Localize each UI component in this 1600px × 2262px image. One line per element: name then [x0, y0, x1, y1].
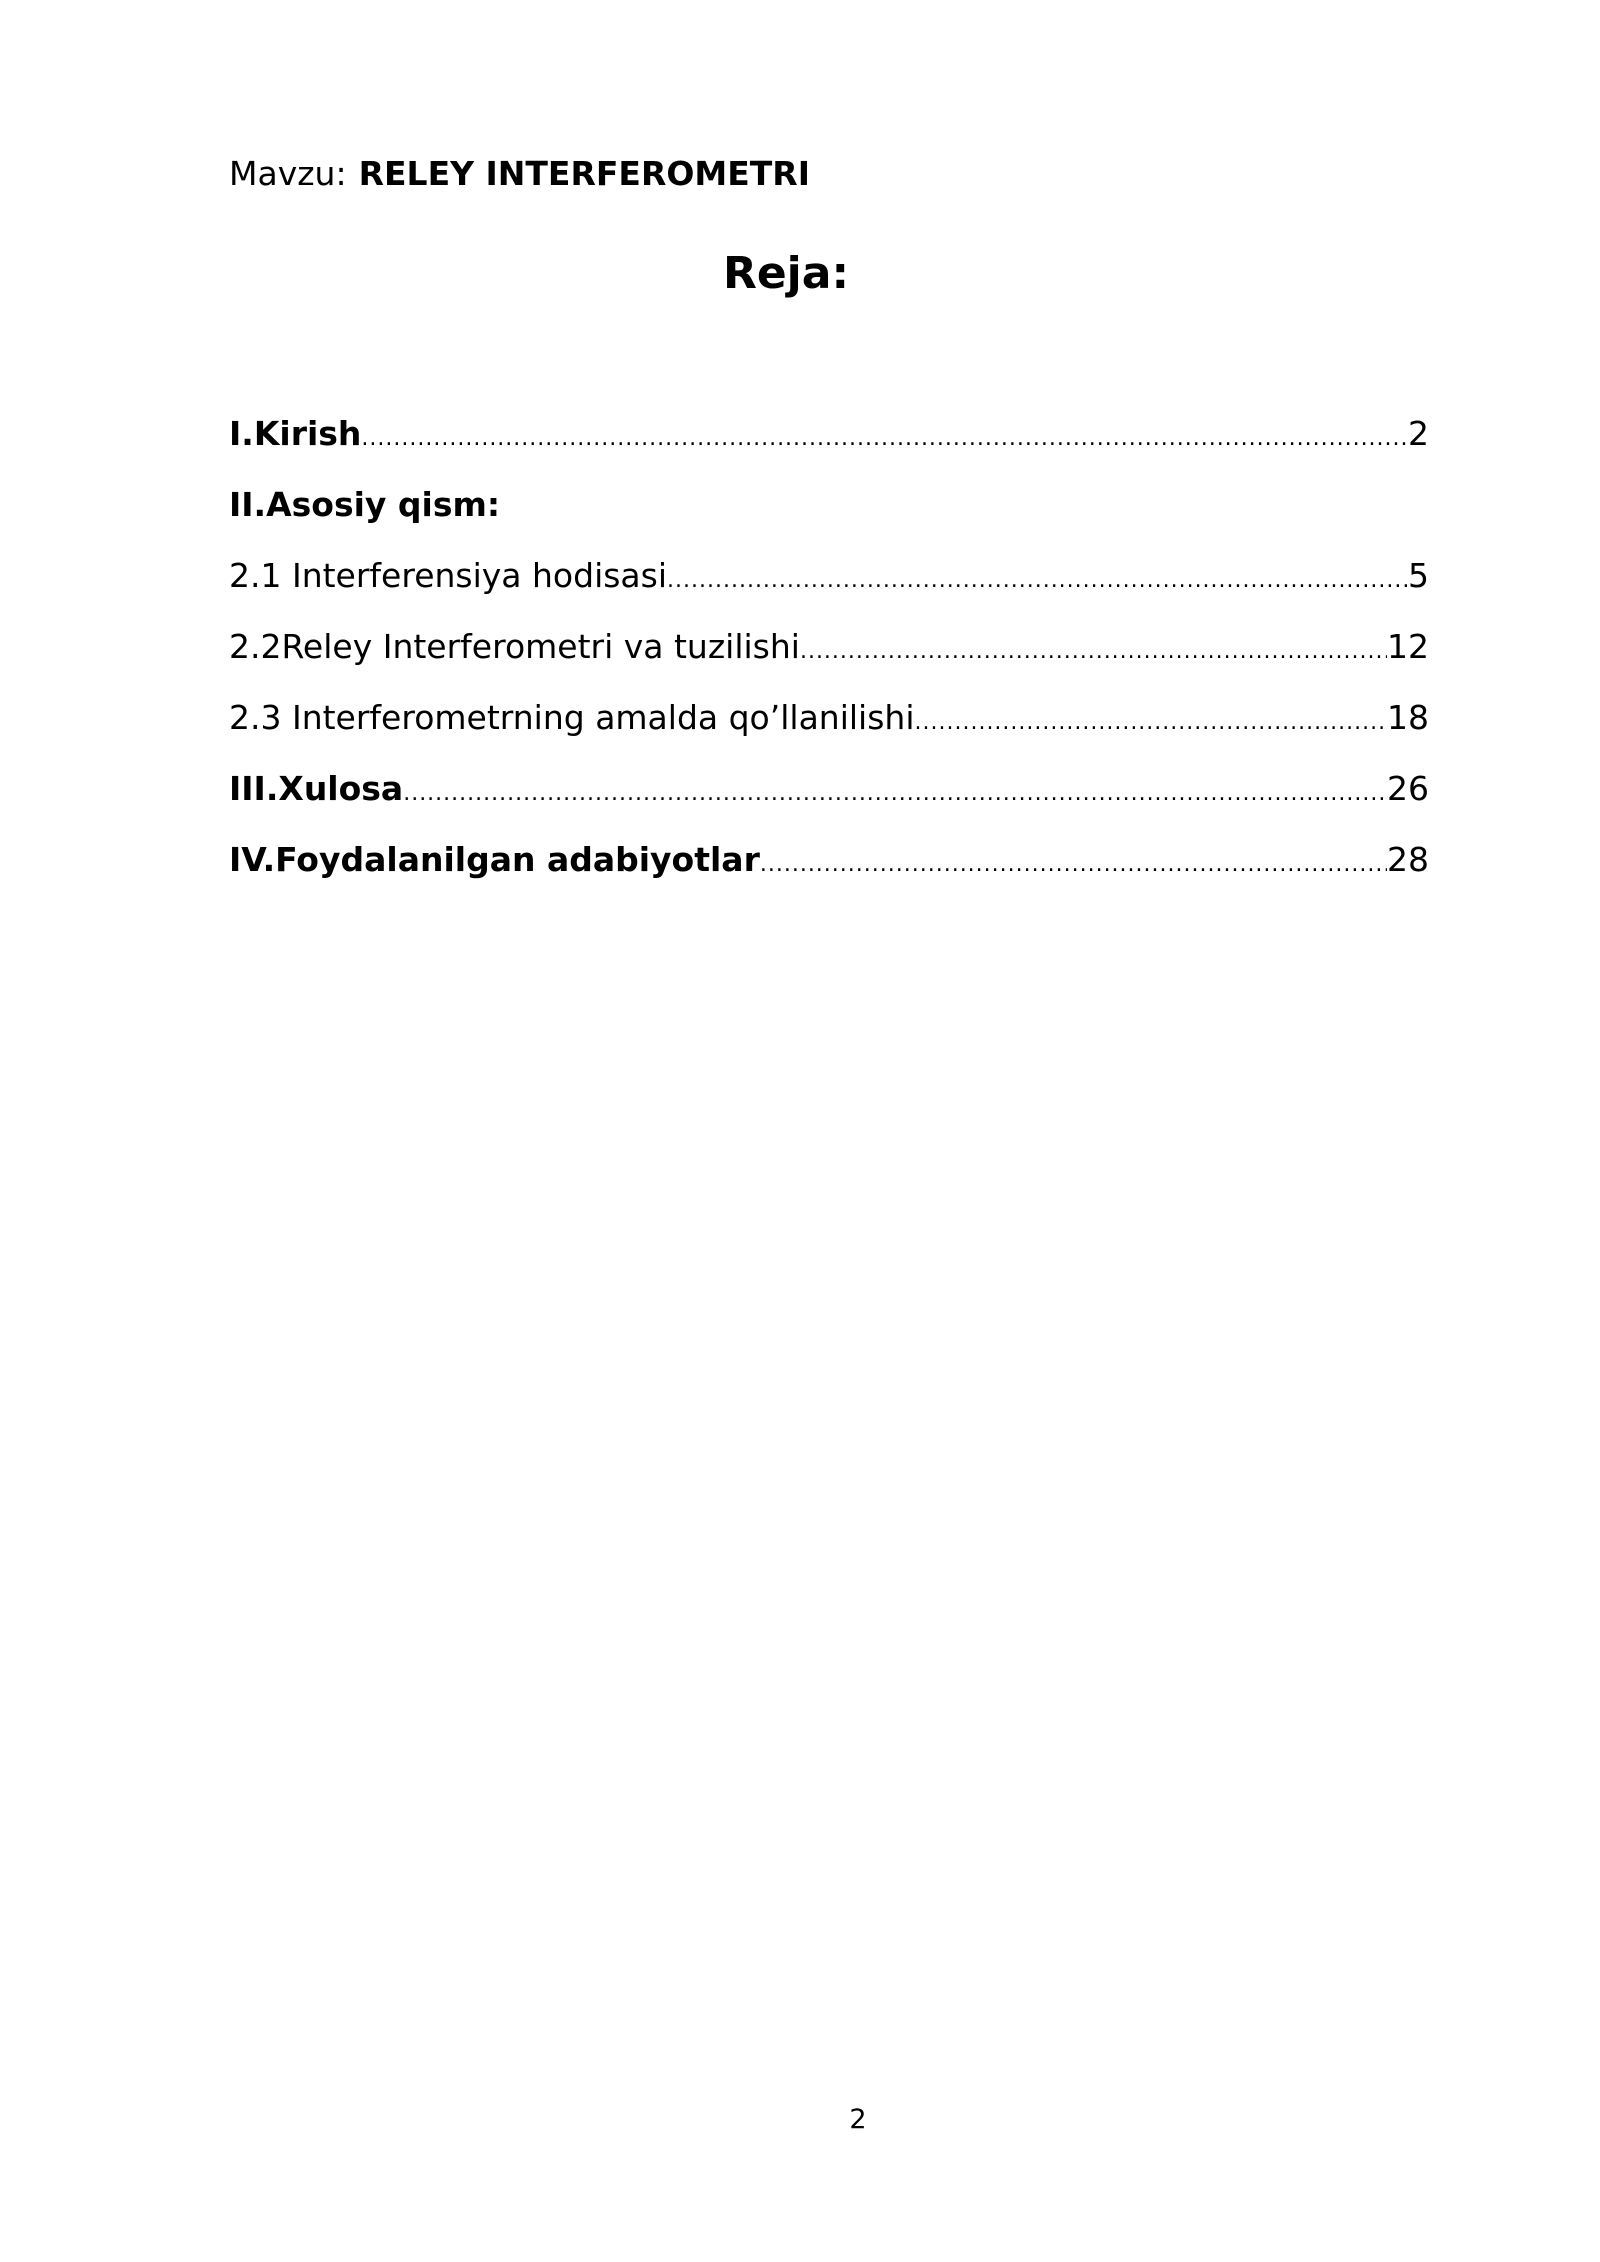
toc-entry-label: II.Asosiy qism:	[229, 485, 501, 524]
page-number: 2	[849, 2104, 867, 2135]
topic-label: Mavzu:	[229, 154, 347, 193]
toc-dot-leader	[915, 701, 1388, 745]
toc-entry-label: I.Kirish	[229, 414, 362, 453]
topic-value: RELEY INTERFEROMETRI	[358, 154, 810, 193]
toc-dot-leader	[403, 772, 1387, 816]
toc-dot-leader	[760, 843, 1387, 887]
toc-entry-page: 5	[1408, 556, 1429, 595]
toc-entry	[229, 554, 1429, 625]
toc-entry-label: 2.3 Interferometrning amalda qo’llanilishi	[229, 698, 915, 737]
toc-entry	[229, 625, 1429, 696]
toc-entry-page: 28	[1387, 840, 1429, 879]
plan-title: Reja:	[722, 248, 850, 299]
toc-entry-label: 2.2Reley Interferometri va tuzilishi	[229, 627, 800, 666]
toc-entry-page: 18	[1387, 698, 1429, 737]
toc-entry-label: III.Xulosa	[229, 769, 404, 808]
toc-entry	[229, 483, 1429, 554]
toc-entry-label: 2.1 Interferensiya hodisasi	[229, 556, 668, 595]
toc-dot-leader	[361, 417, 1408, 461]
toc-entry	[229, 412, 1429, 483]
toc-entry	[229, 767, 1429, 838]
topic-line	[229, 152, 810, 196]
toc-entry	[229, 696, 1429, 767]
toc-entry-page: 26	[1387, 769, 1429, 808]
toc-entry	[229, 838, 1429, 909]
toc-entry-label: IV.Foydalanilgan adabiyotlar	[229, 840, 760, 879]
table-of-contents	[229, 412, 1429, 909]
toc-entry-page: 2	[1408, 414, 1429, 453]
toc-entry-page: 12	[1387, 627, 1429, 666]
toc-dot-leader	[800, 630, 1387, 674]
toc-dot-leader	[667, 559, 1408, 603]
